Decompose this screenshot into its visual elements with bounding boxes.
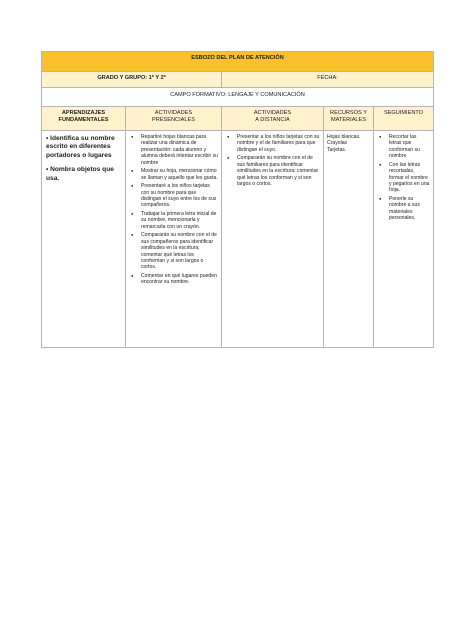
list-item: ● Con las letras recortadas, formar el nombre y pegarlos en una hoja. bbox=[377, 162, 430, 194]
list-item: • Identifica su nombre escrito en diferentes portadores o lugares bbox=[46, 135, 115, 159]
recurso-item: Hojas blancas. bbox=[327, 134, 361, 140]
list-item: ● Compararán su nombre con el de sus familiares para identificar similitudes en la escritura; comentar qué letras los conforman y si son largos o cortos. bbox=[225, 155, 320, 187]
list-item: ● Mostrar su hoja, mencionar cómo se llaman y aquello que les gusta. bbox=[129, 168, 218, 181]
grado-grupo: GRADO Y GRUPO: 1º Y 2º bbox=[42, 72, 222, 88]
presenciales-cell bbox=[126, 131, 222, 348]
list-item: • Nombra objetos que usa. bbox=[46, 166, 114, 182]
plan-title: ESBOZO DEL PLAN DE ATENCIÓN bbox=[42, 52, 434, 72]
col-presenciales: ACTIVIDADES PRESENCIALES bbox=[126, 107, 222, 131]
list-item: ● Presentaré a los niños tarjetas con su nombre para que distingan el suyo entre los de sus compañeros. bbox=[129, 183, 218, 209]
list-item: ● Trabajar la primera letra inicial de su nombre, mencionarla y remarcarla con un crayón. bbox=[129, 211, 218, 230]
col-distancia: ACTIVIDADES A DISTANCIA bbox=[222, 107, 324, 131]
list-item: ● Presentar a los niños tarjetas con su nombre y el de familiares para que distingan el suyo. bbox=[225, 134, 320, 153]
distancia-cell bbox=[222, 131, 324, 348]
col-seguimiento: SEGUIMIENTO bbox=[374, 107, 434, 131]
col-aprendizajes: APRENDIZAJES FUNDAMENTALES bbox=[42, 107, 126, 131]
seguimiento-cell bbox=[374, 131, 434, 348]
list-item: ● Comentar en qué lugares pueden encontrar su nombre. bbox=[129, 273, 218, 286]
list-item: ● Repartiré hojas blancas para realizar una dinámica de presentación: cada alumno y alumna deberá intentar escribir su nombre bbox=[129, 134, 218, 166]
list-item: ● Compararán su nombre con el de sus compañeros para identificar similitudes en la escritura; comentar qué letras los conforman y si son largos o cortos. bbox=[129, 232, 218, 270]
fecha-label: FECHA: bbox=[222, 72, 434, 88]
list-item: ● Recortar las letras que conforman su nombre bbox=[377, 134, 430, 160]
recurso-item: Crayolas bbox=[327, 140, 348, 147]
campo-formativo: CAMPO FORMATIVO: LENGAJE Y COMUNICACIÓN bbox=[42, 88, 434, 107]
aprendizajes-cell bbox=[42, 131, 126, 348]
col-recursos: RECURSOS Y MATERIALES bbox=[324, 107, 374, 131]
recurso-item: Tarjetas. bbox=[327, 146, 347, 153]
list-item: ● Ponerle su nombre a sus materiales personales. bbox=[377, 196, 430, 222]
plan-table bbox=[41, 51, 434, 348]
recursos-cell bbox=[324, 131, 374, 348]
